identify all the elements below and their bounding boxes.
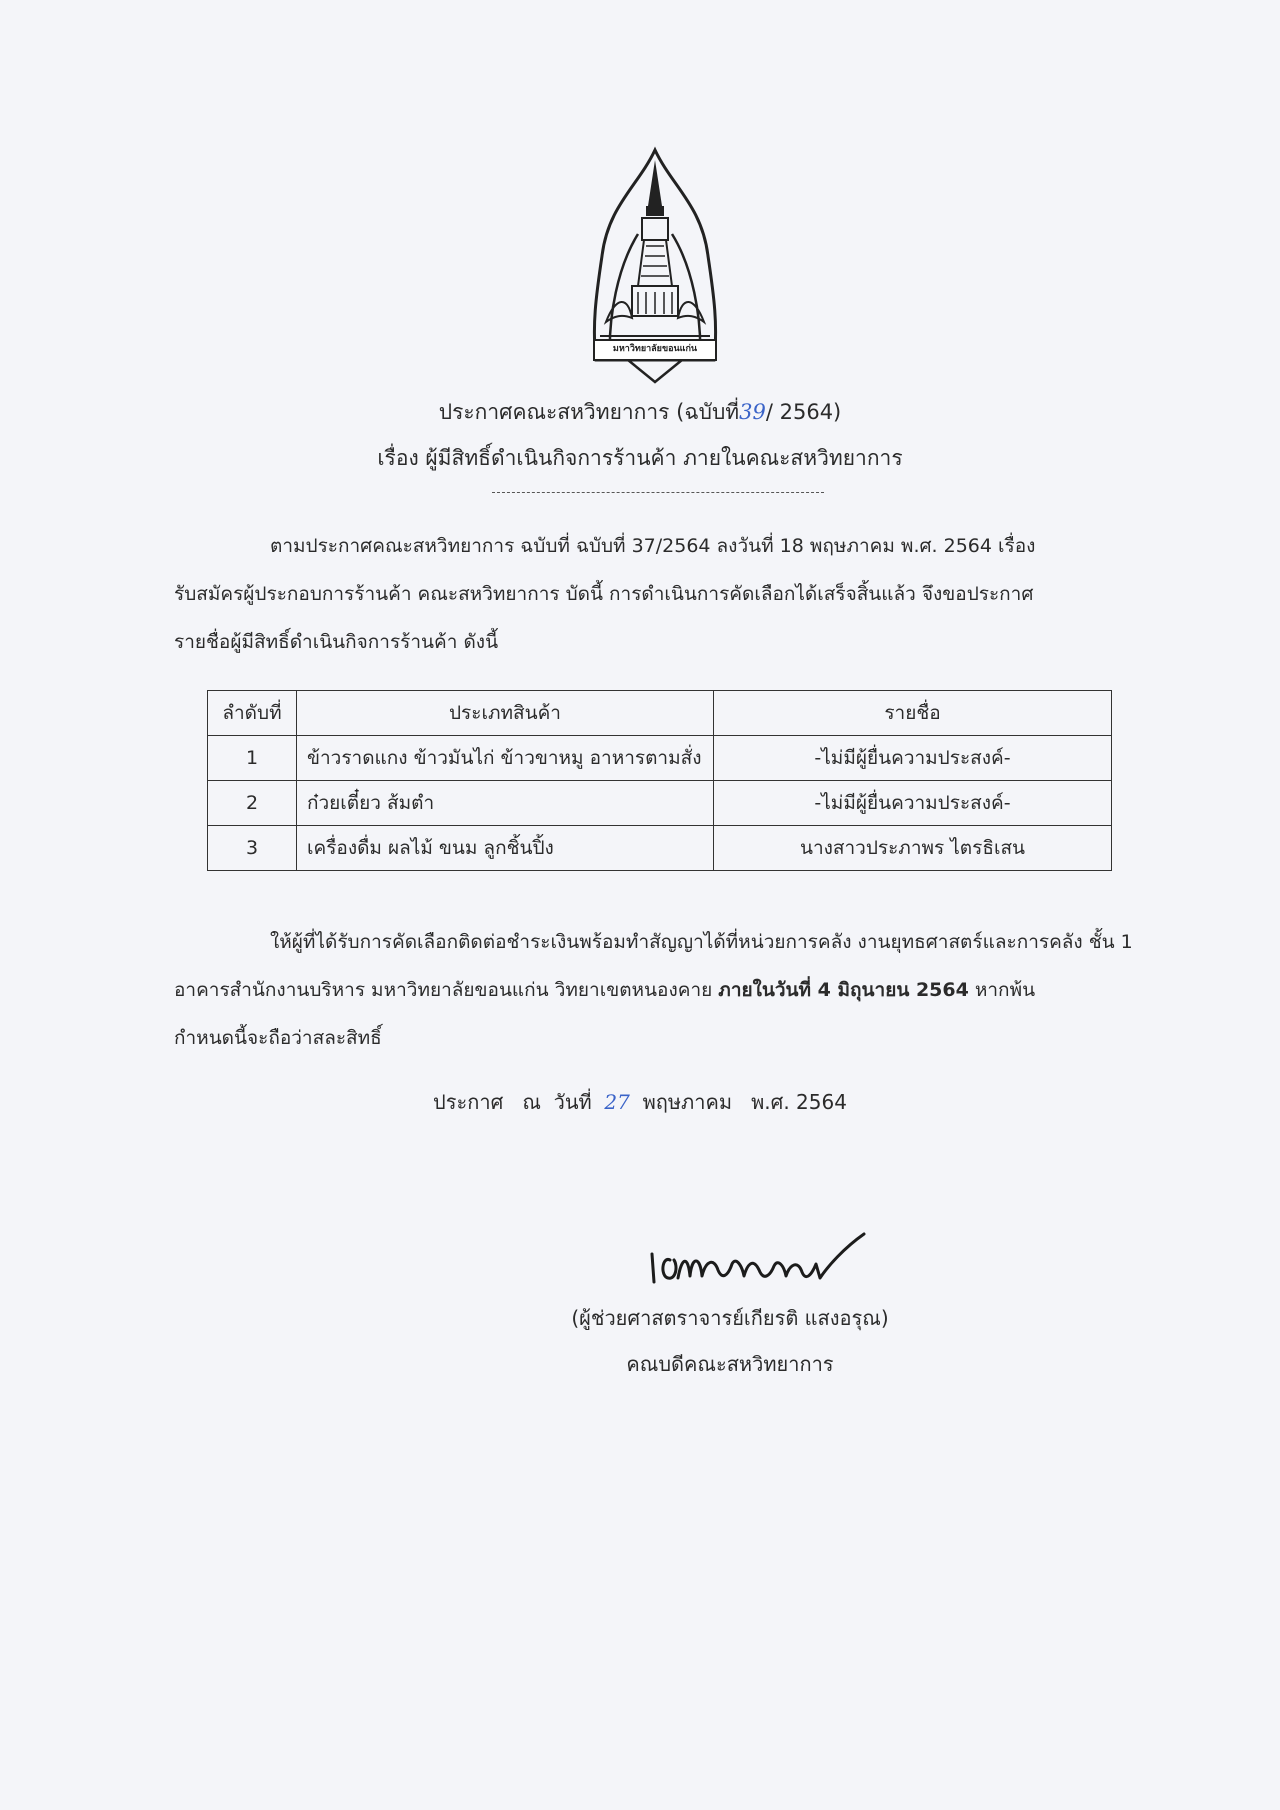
table-row <box>208 826 1112 871</box>
announce-suffix: พฤษภาคม พ.ศ. 2564 <box>629 1090 847 1114</box>
signer-name: (ผู้ช่วยศาสตราจารย์เกียรติ แสงอรุณ) <box>571 1306 889 1330</box>
title-suffix: / 2564) <box>765 400 842 424</box>
notice-line-1: ให้ผู้ที่ได้รับการคัดเลือกติดต่อชำระเงินพร้อมทำสัญญาได้ที่หน่วยการคลัง งานยุทธศาสตร์และการคลัง ชั้น 1 <box>270 931 1133 953</box>
announcement-subject: เรื่อง ผู้มีสิทธิ์ดำเนินกิจการร้านค้า ภายในคณะสหวิทยาการ <box>377 446 903 470</box>
vendor-table <box>207 690 1112 871</box>
row-type: ก๋วยเตี๋ยว ส้มตำ <box>297 781 714 826</box>
header-name: รายชื่อ <box>714 691 1112 736</box>
notice-deadline: ภายในวันที่ 4 มิถุนายน 2564 <box>718 979 969 1001</box>
announce-date <box>0 1086 1280 1118</box>
announcement-title <box>0 396 1280 429</box>
issue-number: 39 <box>739 400 766 424</box>
row-no: 2 <box>208 781 297 826</box>
signer-position: คณบดีคณะสหวิทยาการ <box>626 1352 834 1376</box>
header-no: ลำดับที่ <box>208 691 297 736</box>
row-name: -ไม่มีผู้ยื่นความประสงค์- <box>714 781 1112 826</box>
table-header-row <box>208 691 1112 736</box>
intro-line-3: รายชื่อผู้มีสิทธิ์ดำเนินกิจการร้านค้า ดังนี้ <box>174 631 499 653</box>
intro-line-1: ตามประกาศคณะสหวิทยาการ ฉบับที่ ฉบับที่ 37/2564 ลงวันที่ 18 พฤษภาคม พ.ศ. 2564 เรื่อง <box>270 535 1036 557</box>
notice-line-3: กำหนดนี้จะถือว่าสละสิทธิ์ <box>174 1027 382 1049</box>
intro-line-2: รับสมัครผู้ประกอบการร้านค้า คณะสหวิทยาการ บัดนี้ การดำเนินการคัดเลือกได้เสร็จสิ้นแล้ว จึงขอประกาศ <box>174 583 1034 605</box>
row-name: นางสาวประภาพร ไตรธิเสน <box>714 826 1112 871</box>
intro-paragraph <box>174 522 1146 666</box>
announce-prefix: ประกาศ ณ วันที่ <box>433 1090 605 1114</box>
table-row <box>208 781 1112 826</box>
notice-line-2 <box>174 966 1146 1014</box>
notice-line-2-end: หากพ้น <box>968 979 1036 1001</box>
row-name: -ไม่มีผู้ยื่นความประสงค์- <box>714 736 1112 781</box>
handwritten-signature-icon <box>648 1226 868 1296</box>
notice-line-2-start: อาคารสำนักงานบริหาร มหาวิทยาลัยขอนแก่น วิทยาเขตหนองคาย <box>174 979 719 1001</box>
table-row <box>208 736 1112 781</box>
title-prefix: ประกาศคณะสหวิทยาการ (ฉบับที่ <box>438 400 740 424</box>
header-type: ประเภทสินค้า <box>297 691 714 736</box>
row-no: 1 <box>208 736 297 781</box>
row-type: เครื่องดื่ม ผลไม้ ขนม ลูกชิ้นปิ้ง <box>297 826 714 871</box>
title-divider <box>492 492 824 493</box>
announce-day: 27 <box>604 1090 630 1114</box>
seal-caption: มหาวิทยาลัยขอนแก่น <box>612 344 698 354</box>
row-no: 3 <box>208 826 297 871</box>
row-type: ข้าวราดแกง ข้าวมันไก่ ข้าวขาหมู อาหารตามสั่ง <box>297 736 714 781</box>
notice-paragraph <box>174 918 1146 1062</box>
